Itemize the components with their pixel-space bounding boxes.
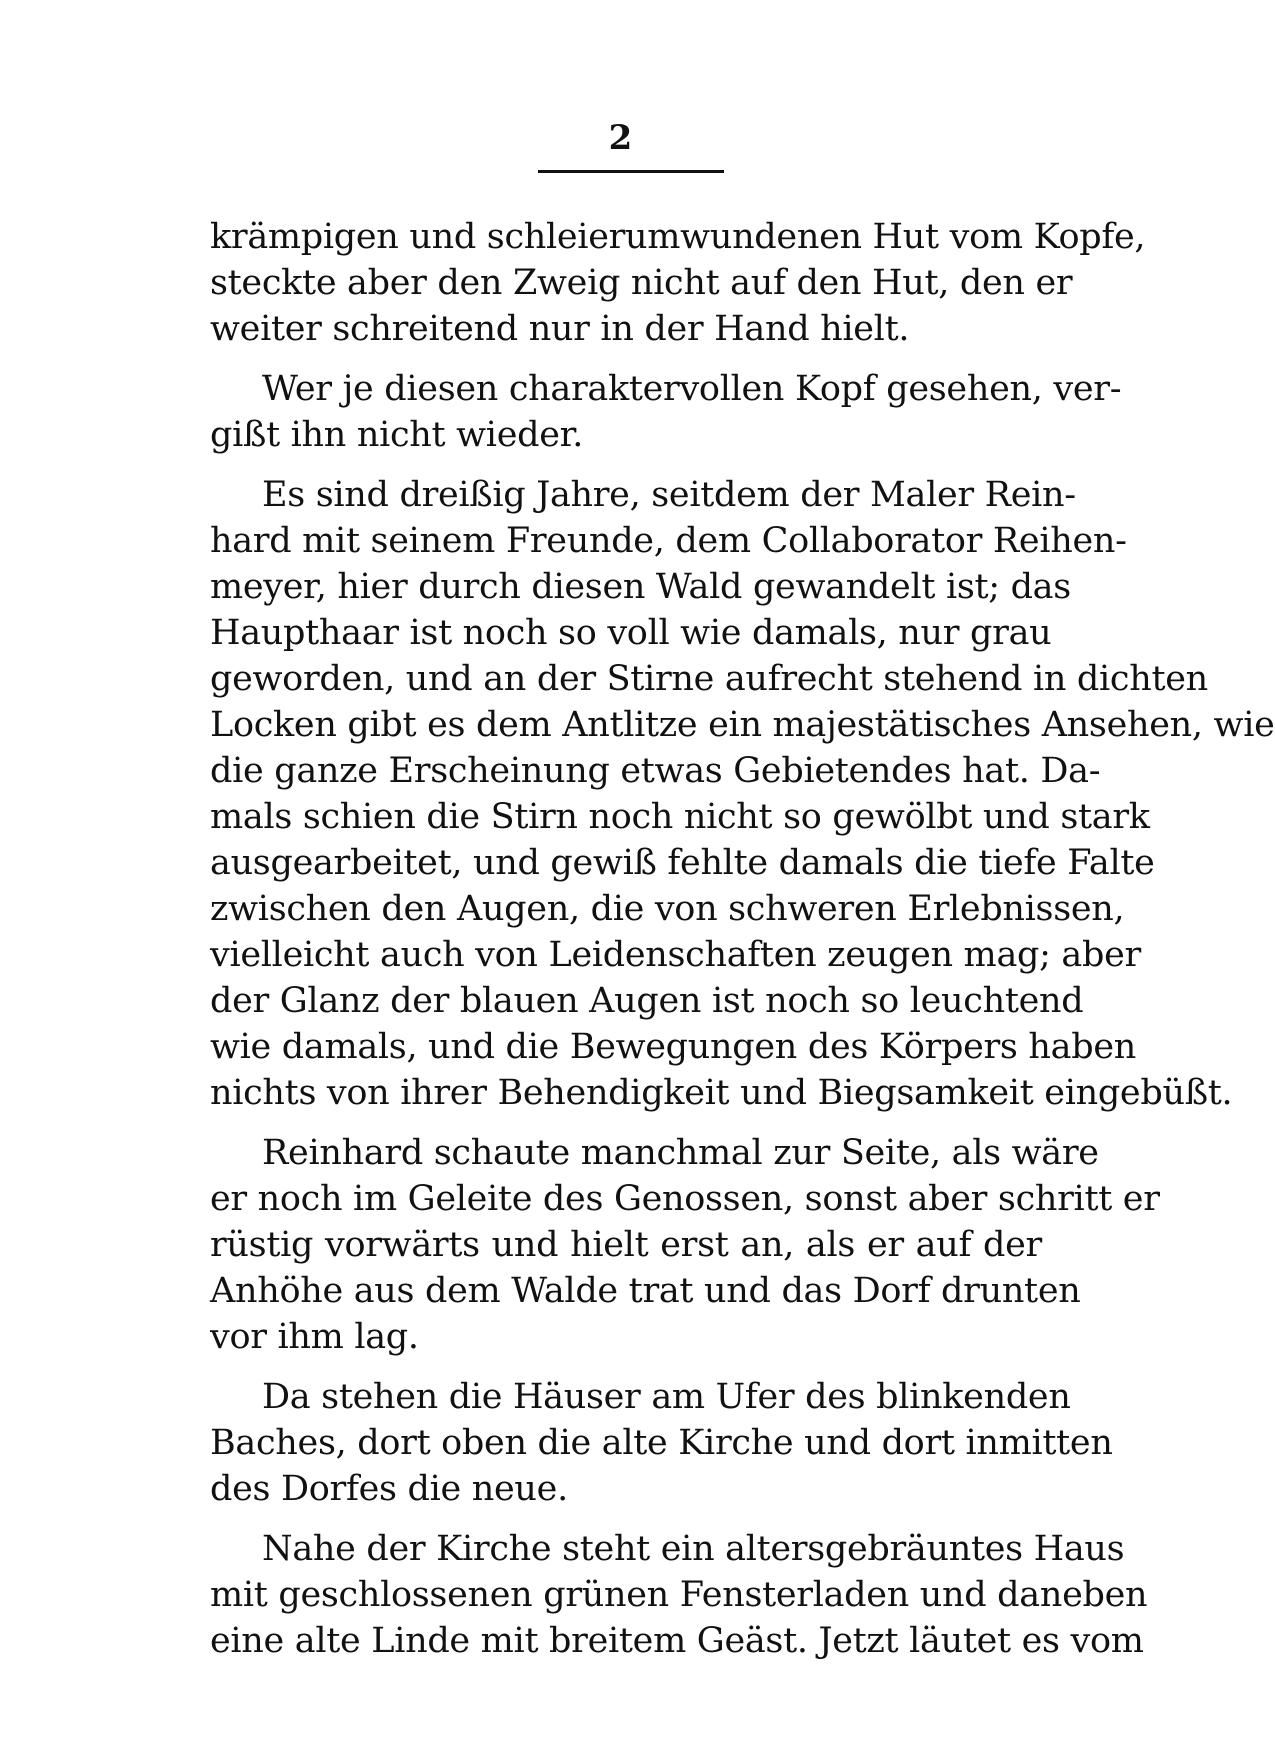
text-line: krämpigen und schleierumwundenen Hut vom Kopfe, — [210, 217, 1146, 257]
text-line: vor ihm lag. — [210, 1317, 419, 1357]
text-line: geworden, und an der Stirne aufrecht stehend in dichten — [210, 659, 1208, 699]
text-line: Anhöhe aus dem Walde trat und das Dorf drunten — [210, 1271, 1081, 1311]
paragraph — [210, 1130, 1160, 1360]
text-line: steckte aber den Zweig nicht auf den Hut, den er — [210, 263, 1073, 303]
paragraph-gap — [210, 352, 1042, 366]
text-line: mit geschlossenen grünen Fensterladen und daneben — [210, 1575, 1148, 1615]
header-rule — [538, 170, 724, 173]
page-number: 2 — [608, 118, 633, 158]
text-line: Da stehen die Häuser am Ufer des blinkenden — [262, 1377, 1071, 1417]
text-line: Reinhard schaute manchmal zur Seite, als wäre — [262, 1133, 1099, 1173]
text-line: eine alte Linde mit breitem Geäst. Jetzt läutet es vom — [210, 1621, 1144, 1661]
text-line: Locken gibt es dem Antlitze ein majestätisches Ansehen, wie — [210, 705, 1275, 745]
paragraph-gap — [210, 1360, 1042, 1374]
text-line: Haupthaar ist noch so voll wie damals, nur grau — [210, 613, 1052, 653]
text-line: hard mit seinem Freunde, dem Collaborator Reihen- — [210, 521, 1127, 561]
text-line: er noch im Geleite des Genossen, sonst aber schritt er — [210, 1179, 1160, 1219]
text-line: wie damals, und die Bewegungen des Körpers haben — [210, 1027, 1136, 1067]
text-line: gißt ihn nicht wieder. — [210, 415, 584, 455]
text-line: weiter schreitend nur in der Hand hielt. — [210, 309, 910, 349]
paragraph — [210, 1526, 1148, 1664]
text-line: ausgearbeitet, und gewiß fehlte damals die tiefe Falte — [210, 843, 1155, 883]
text-line: vielleicht auch von Leidenschaften zeugen mag; aber — [210, 935, 1141, 975]
body-text — [210, 214, 1275, 1664]
paragraph — [210, 472, 1275, 1116]
text-line: nichts von ihrer Behendigkeit und Biegsamkeit eingebüßt. — [210, 1073, 1233, 1113]
text-line: mals schien die Stirn noch nicht so gewölbt und stark — [210, 797, 1150, 837]
text-line: zwischen den Augen, die von schweren Erlebnissen, — [210, 889, 1125, 929]
paragraph-gap — [210, 458, 1042, 472]
paragraph — [210, 366, 1122, 458]
text-line: Es sind dreißig Jahre, seitdem der Maler Rein- — [262, 475, 1076, 515]
text-line: Wer je diesen charaktervollen Kopf gesehen, ver- — [262, 369, 1122, 409]
paragraph-gap — [210, 1512, 1042, 1526]
paragraph-gap — [210, 1116, 1042, 1130]
text-line: Nahe der Kirche steht ein altersgebräuntes Haus — [262, 1529, 1125, 1569]
text-line: der Glanz der blauen Augen ist noch so leuchtend — [210, 981, 1084, 1021]
text-line: die ganze Erscheinung etwas Gebietendes hat. Da- — [210, 751, 1101, 791]
text-line: des Dorfes die neue. — [210, 1469, 568, 1509]
text-line: meyer, hier durch diesen Wald gewandelt ist; das — [210, 567, 1071, 607]
paragraph — [210, 1374, 1113, 1512]
text-line: rüstig vorwärts und hielt erst an, als er auf der — [210, 1225, 1042, 1265]
paragraph — [210, 214, 1146, 352]
text-line: Baches, dort oben die alte Kirche und dort inmitten — [210, 1423, 1113, 1463]
